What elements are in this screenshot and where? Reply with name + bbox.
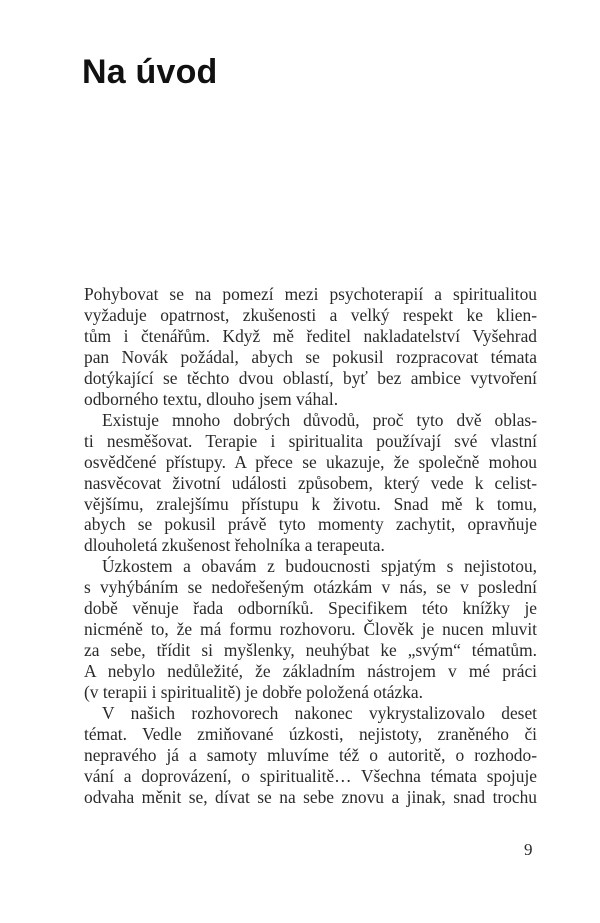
text-line: A nebylo nedůležité, že základním nástrojem v mé práci	[84, 661, 537, 682]
paragraph	[84, 703, 537, 808]
text-line: osvědčené přístupy. A přece se ukazuje, že společně mohou	[84, 451, 537, 472]
text-line: V našich rozhovorech nakonec vykrystalizovalo deset	[102, 703, 537, 724]
text-line: dotýkající se těchto dvou oblastí, byť bez ambice vytvoření	[84, 367, 537, 388]
paragraph	[84, 410, 537, 557]
text-line: dlouholetá zkušenost řeholníka a terapeuta.	[84, 535, 385, 556]
text-line: tům i čtenářům. Když mě ředitel nakladatelství Vyšehrad	[84, 325, 537, 346]
text-line: (v terapii i spiritualitě) je dobře položená otázka.	[84, 682, 423, 703]
text-line: témat. Vedle zmiňované úzkosti, nejistoty, zraněného či	[84, 724, 537, 745]
text-line: vyžaduje opatrnost, zkušenosti a velký respekt ke klien-	[84, 304, 537, 325]
body-text	[84, 284, 537, 808]
text-line: Pohybovat se na pomezí mezi psychoterapií a spiritualitou	[84, 284, 537, 304]
chapter-heading: Na úvod	[82, 53, 218, 91]
text-line: nepravého já a samoty mluvíme též o autoritě, o rozhodo-	[84, 744, 537, 765]
text-line: Existuje mnoho dobrých důvodů, proč tyto dvě oblas-	[102, 409, 537, 430]
text-line: pan Novák požádal, abych se pokusil rozpracovat témata	[84, 346, 537, 367]
text-line: s vyhýbáním se nedořešeným otázkám v nás, se v poslední	[84, 577, 537, 598]
page-number: 9	[524, 840, 533, 859]
text-line: ti nesměšovat. Terapie i spiritualita používají své vlastní	[84, 430, 537, 451]
text-line: nasvěcovat životní události způsobem, který vede k celist-	[84, 472, 537, 493]
text-line: vání a doprovázení, o spiritualitě… Všechna témata spojuje	[84, 765, 537, 786]
text-line: abych se pokusil právě tyto momenty zachytit, opravňuje	[84, 514, 537, 535]
text-line: odborného textu, dlouho jsem váhal.	[84, 388, 339, 409]
paragraph	[84, 556, 537, 703]
text-line: vějšímu, zralejšímu přístupu k životu. Snad mě k tomu,	[84, 493, 537, 514]
text-line: odvaha měnit se, dívat se na sebe znovu a jinak, snad trochu	[84, 786, 537, 807]
text-line: Úzkostem a obavám z budoucnosti spjatým s nejistotou,	[102, 556, 537, 577]
text-line: za sebe, třídit si myšlenky, neuhýbat ke „svým“ tématům.	[84, 640, 537, 661]
paragraph	[84, 284, 537, 410]
text-line: době věnuje řada odborníků. Specifikem této knížky je	[84, 598, 537, 619]
text-line: nicméně to, že má formu rozhovoru. Člověk je nucen mluvit	[84, 619, 537, 640]
